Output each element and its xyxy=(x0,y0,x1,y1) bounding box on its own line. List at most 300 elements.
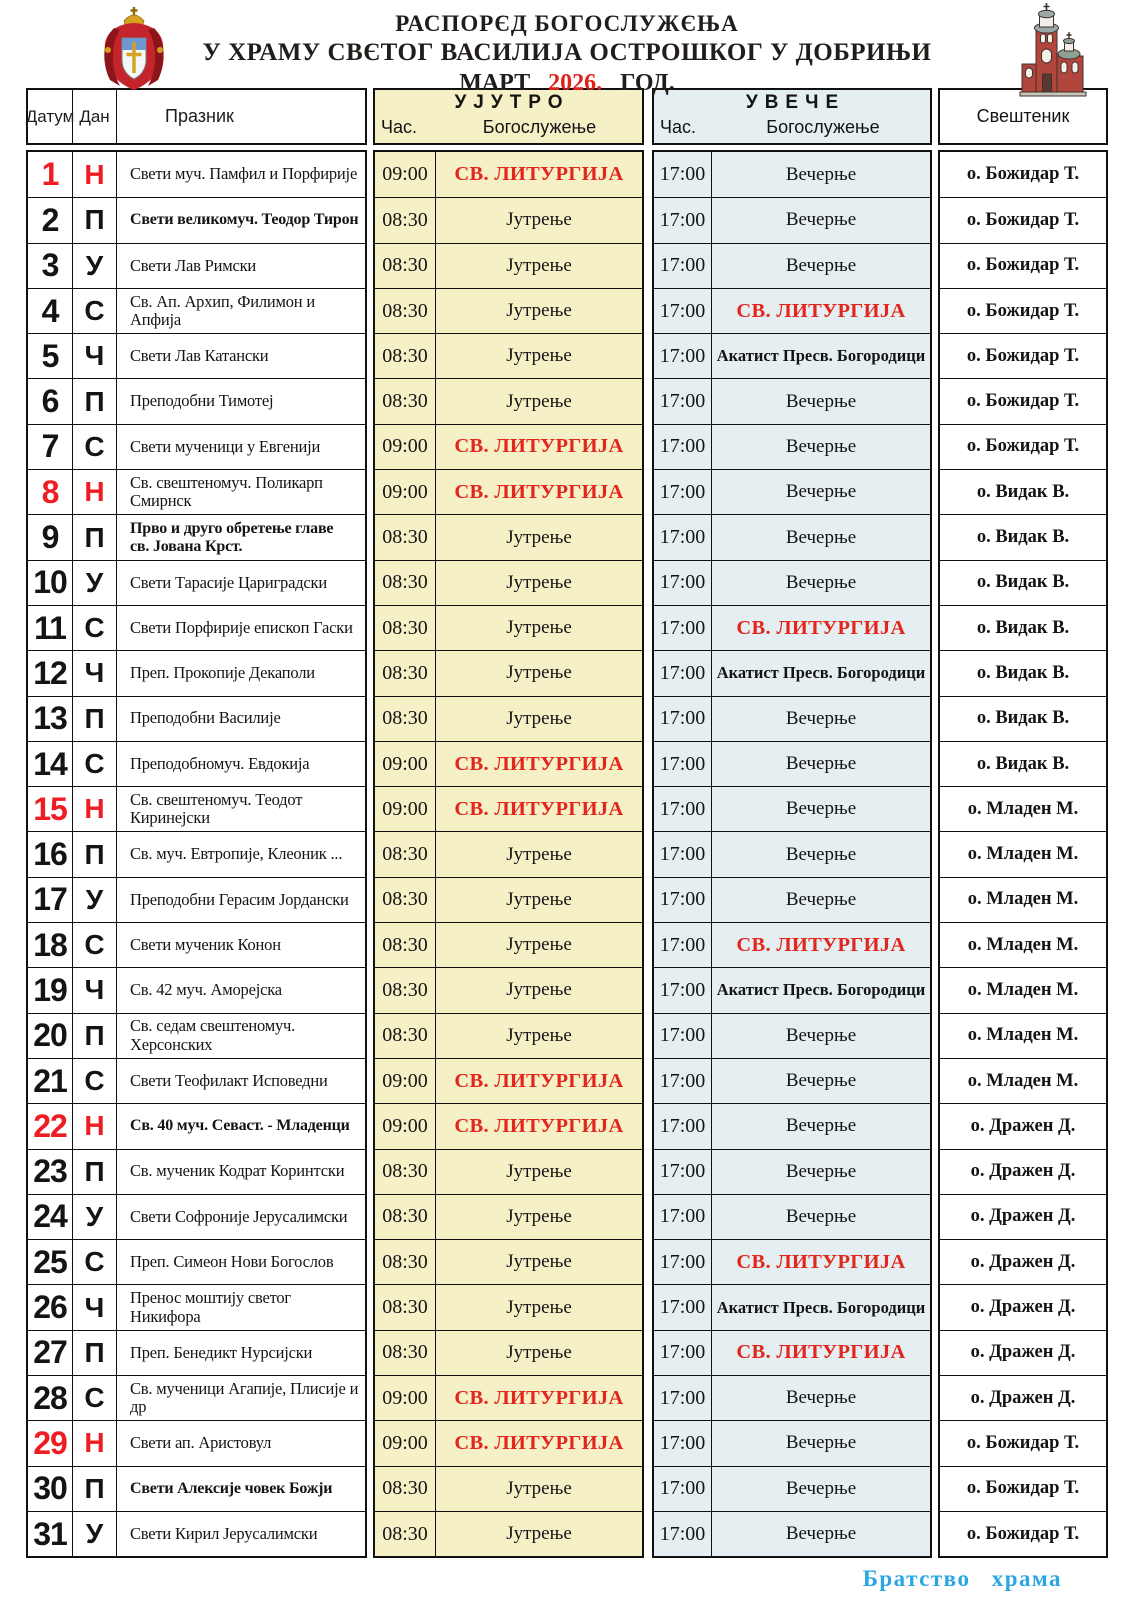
table-row xyxy=(28,1330,365,1375)
day-cell: П xyxy=(73,1331,117,1375)
morning-service-cell: Јутрење xyxy=(506,571,572,593)
table-row xyxy=(375,1466,642,1511)
feast-text: Св. 40 муч. Севаст. - Младенци xyxy=(130,1117,350,1135)
morning-time-cell: 08:30 xyxy=(375,1512,436,1556)
feast-cell xyxy=(117,1512,365,1556)
table-row xyxy=(940,333,1106,378)
date-cell: 16 xyxy=(28,832,73,876)
date-cell: 11 xyxy=(28,606,73,650)
date-cell: 25 xyxy=(28,1240,73,1284)
day-cell: Н xyxy=(73,787,117,831)
feast-cell xyxy=(117,606,365,650)
feast-text: Свети Лав Римски xyxy=(130,255,257,275)
morning-service-cell: Јутрење xyxy=(506,1024,572,1046)
feast-text: Свети мученици у Евгенији xyxy=(130,436,321,456)
date-cell: 19 xyxy=(28,968,73,1012)
evening-service-cell: Вечерње xyxy=(785,1523,857,1545)
morning-time-cell: 08:30 xyxy=(375,379,436,423)
evening-service-cell: Вечерње xyxy=(785,843,857,865)
table-row xyxy=(940,1330,1106,1375)
table-row xyxy=(940,1466,1106,1511)
col-header-dan: Дан xyxy=(73,90,117,143)
feast-text: Пренос моштију светог Никифора xyxy=(130,1288,291,1326)
feast-text: Преподобни Василије xyxy=(130,708,281,728)
table-row xyxy=(654,469,930,514)
feast-cell xyxy=(117,651,365,695)
evening-service-cell: Вечерње xyxy=(785,798,857,820)
date-cell: 9 xyxy=(28,515,73,559)
table-row xyxy=(28,696,365,741)
table-row xyxy=(28,469,365,514)
table-row xyxy=(654,1330,930,1375)
evening-time-cell: 17:00 xyxy=(654,697,712,741)
evening-service-cell: Вечерње xyxy=(785,1387,857,1409)
feast-cell xyxy=(117,787,365,831)
day-cell: П xyxy=(73,198,117,242)
table-row xyxy=(375,1420,642,1465)
morning-service-cell: СВ. ЛИТУРГИЈА xyxy=(454,1431,624,1454)
feast-text: Св. мученик Кодрат Коринтски xyxy=(130,1161,345,1181)
morning-service-cell: Јутрење xyxy=(506,888,572,910)
morning-service-cell: СВ. ЛИТУРГИЈА xyxy=(454,797,624,820)
date-cell: 17 xyxy=(28,878,73,922)
evening-service-cell: Вечерње xyxy=(785,1432,857,1454)
feast-cell xyxy=(117,1104,365,1148)
table-row xyxy=(940,967,1106,1012)
table-row xyxy=(654,877,930,922)
priest-cell: о. Младен М. xyxy=(967,934,1079,955)
table-row xyxy=(654,922,930,967)
morning-service-cell: Јутрење xyxy=(506,1251,572,1273)
table-row xyxy=(375,1284,642,1329)
evening-time-cell: 17:00 xyxy=(654,379,712,423)
priest-cell: о. Дражен Д. xyxy=(970,1387,1076,1408)
morning-service-cell: СВ. ЛИТУРГИЈА xyxy=(454,1114,624,1137)
evening-time-cell: 17:00 xyxy=(654,244,712,288)
table-row xyxy=(375,560,642,605)
day-cell: С xyxy=(73,1059,117,1103)
priest-cell: о. Видак В. xyxy=(976,527,1070,548)
priest-cell: о. Видак В. xyxy=(976,572,1070,593)
feast-cell xyxy=(117,923,365,967)
col-header-morning-time: Час. xyxy=(381,117,418,137)
table-row xyxy=(654,1013,930,1058)
year-label: 2026. xyxy=(548,70,603,96)
table-row xyxy=(940,831,1106,876)
church-illustration-icon xyxy=(1006,2,1098,105)
evening-service-cell: СВ. ЛИТУРГИЈА xyxy=(736,616,906,639)
feast-text: Св. муч. Евтропије, Клеоник ... xyxy=(130,844,343,864)
table-row xyxy=(654,333,930,378)
feast-cell xyxy=(117,515,365,559)
day-cell: С xyxy=(73,425,117,469)
table-row xyxy=(375,786,642,831)
table-row xyxy=(654,424,930,469)
table-row xyxy=(375,922,642,967)
morning-service-cell: СВ. ЛИТУРГИЈА xyxy=(454,1069,624,1092)
priest-cell: о. Дражен Д. xyxy=(970,1115,1076,1136)
evening-time-cell: 17:00 xyxy=(654,1014,712,1058)
table-row xyxy=(654,1149,930,1194)
table-row xyxy=(940,1511,1106,1556)
day-cell: П xyxy=(73,1467,117,1511)
table-row xyxy=(28,1284,365,1329)
table-row xyxy=(375,243,642,288)
morning-service-cell: СВ. ЛИТУРГИЈА xyxy=(454,163,624,186)
priest-cell: о. Божидар Т. xyxy=(966,300,1080,321)
table-row xyxy=(654,243,930,288)
feast-text: Свети Лав Катански xyxy=(130,346,269,366)
table-row xyxy=(375,1375,642,1420)
feast-text: Свети ап. Аристовул xyxy=(130,1433,272,1453)
feast-cell xyxy=(117,152,365,197)
table-row xyxy=(940,1239,1106,1284)
morning-service-cell: Јутрење xyxy=(506,209,572,231)
table-row xyxy=(28,1511,365,1556)
table-row xyxy=(375,1058,642,1103)
priest-cell: о. Божидар Т. xyxy=(966,1523,1080,1544)
priest-cell: о. Младен М. xyxy=(967,1025,1079,1046)
table-row xyxy=(28,152,365,197)
table-row xyxy=(654,1194,930,1239)
table-row xyxy=(28,378,365,423)
day-cell: Н xyxy=(73,1104,117,1148)
morning-service-cell: Јутрење xyxy=(506,526,572,548)
feast-text: Преп. Бенедикт Нурсијски xyxy=(130,1342,313,1362)
morning-time-cell: 09:00 xyxy=(375,425,436,469)
feast-text: Свети великомуч. Теодор Тирон xyxy=(130,211,359,229)
evening-service-cell: Вечерње xyxy=(785,888,857,910)
morning-time-cell: 08:30 xyxy=(375,334,436,378)
evening-time-cell: 17:00 xyxy=(654,923,712,967)
table-row xyxy=(28,333,365,378)
page-header xyxy=(0,0,1134,96)
day-cell: П xyxy=(73,1014,117,1058)
date-cell: 30 xyxy=(28,1467,73,1511)
priest-cell: о. Божидар Т. xyxy=(966,391,1080,412)
table-row xyxy=(375,1330,642,1375)
priest-cell: о. Младен М. xyxy=(967,889,1079,910)
table-row xyxy=(28,424,365,469)
col-header-datum: Датум xyxy=(28,90,73,143)
morning-service-cell: Јутрење xyxy=(506,254,572,276)
feast-text: Преподобни Тимотеј xyxy=(130,391,274,411)
morning-service-cell: Јутрење xyxy=(506,1205,572,1227)
priest-cell: о. Видак В. xyxy=(976,481,1070,502)
table-row xyxy=(28,877,365,922)
feast-text: Преподобни Герасим Јордански xyxy=(130,889,349,909)
table-row xyxy=(28,1375,365,1420)
feast-cell xyxy=(117,1059,365,1103)
priest-cell: о. Видак В. xyxy=(976,617,1070,638)
date-cell: 29 xyxy=(28,1421,73,1465)
evening-service-cell: Вечерње xyxy=(785,1160,857,1182)
schedule-table-body xyxy=(26,150,1134,1558)
table-row xyxy=(28,514,365,559)
date-cell: 15 xyxy=(28,787,73,831)
table-row xyxy=(654,1511,930,1556)
morning-time-cell: 09:00 xyxy=(375,787,436,831)
day-cell: У xyxy=(73,561,117,605)
date-cell: 7 xyxy=(28,425,73,469)
day-cell: С xyxy=(73,289,117,333)
footer xyxy=(0,1566,1134,1592)
feast-text: Свети Кирил Јерусалимски xyxy=(130,1523,318,1543)
feast-cell xyxy=(117,1376,365,1420)
table-row xyxy=(940,650,1106,695)
table-row xyxy=(654,197,930,242)
table-row xyxy=(940,560,1106,605)
morning-service-cell: СВ. ЛИТУРГИЈА xyxy=(454,435,624,458)
table-row xyxy=(28,967,365,1012)
evening-service-cell: СВ. ЛИТУРГИЈА xyxy=(736,299,906,322)
date-cell: 20 xyxy=(28,1014,73,1058)
morning-service-cell: Јутрење xyxy=(506,390,572,412)
priest-cell: о. Дражен Д. xyxy=(970,1251,1076,1272)
evening-time-cell: 17:00 xyxy=(654,742,712,786)
day-cell: С xyxy=(73,742,117,786)
feast-text: Свети Теофилакт Исповедни xyxy=(130,1070,328,1090)
feast-text: Преп. Прокопије Декаполи xyxy=(130,663,315,683)
feast-text: Св. свештеномуч. Поликарп Смирнск xyxy=(130,472,323,511)
table-row xyxy=(940,696,1106,741)
table-row xyxy=(28,1239,365,1284)
evening-service-cell: Акатист Пресв. Богородици xyxy=(716,980,926,1000)
table-row xyxy=(654,650,930,695)
date-cell: 23 xyxy=(28,1150,73,1194)
feast-text: Свети Порфирије епископ Гаски xyxy=(130,617,353,637)
day-cell: Ч xyxy=(73,1285,117,1329)
table-row xyxy=(28,605,365,650)
table-row xyxy=(654,741,930,786)
day-cell: С xyxy=(73,606,117,650)
evening-service-cell: Вечерње xyxy=(785,1477,857,1499)
morning-time-cell: 08:30 xyxy=(375,198,436,242)
feast-text: Св. Ап. Архип, Филимон и Апфија xyxy=(130,291,315,330)
day-cell: Ч xyxy=(73,651,117,695)
year-suffix-label: ГОД. xyxy=(620,70,675,96)
table-row xyxy=(28,560,365,605)
table-row xyxy=(28,243,365,288)
evening-time-cell: 17:00 xyxy=(654,1512,712,1556)
morning-time-cell: 08:30 xyxy=(375,1240,436,1284)
table-row xyxy=(375,424,642,469)
col-header-evening: УВЕЧЕ xyxy=(745,92,846,113)
date-cell: 21 xyxy=(28,1059,73,1103)
feast-text: Св. седам свештеномуч. Херсонских xyxy=(130,1016,296,1054)
col-header-evening-service: Богослужење xyxy=(766,117,880,137)
day-cell: П xyxy=(73,832,117,876)
morning-time-cell: 08:30 xyxy=(375,1331,436,1375)
feast-cell xyxy=(117,1467,365,1511)
col-header-morning-service: Богослужење xyxy=(482,117,597,137)
morning-time-cell: 08:30 xyxy=(375,1195,436,1239)
evening-time-cell: 17:00 xyxy=(654,289,712,333)
table-row xyxy=(940,1058,1106,1103)
evening-time-cell: 17:00 xyxy=(654,470,712,514)
evening-service-cell: Вечерње xyxy=(785,753,857,774)
table-row xyxy=(28,197,365,242)
day-cell: П xyxy=(73,1150,117,1194)
feast-cell xyxy=(117,425,365,469)
morning-time-cell: 08:30 xyxy=(375,923,436,967)
col-header-praznik: Празник xyxy=(165,106,234,126)
evening-time-cell: 17:00 xyxy=(654,334,712,378)
table-row xyxy=(654,605,930,650)
table-row xyxy=(940,243,1106,288)
table-row xyxy=(654,786,930,831)
table-row xyxy=(940,1103,1106,1148)
evening-service-cell: Вечерње xyxy=(785,1024,857,1046)
day-cell: С xyxy=(73,1376,117,1420)
evening-time-cell: 17:00 xyxy=(654,832,712,876)
priest-cell: о. Дражен Д. xyxy=(970,1206,1076,1227)
feast-cell xyxy=(117,1285,365,1329)
table-row xyxy=(654,1058,930,1103)
table-row xyxy=(940,378,1106,423)
evening-time-cell: 17:00 xyxy=(654,1421,712,1465)
table-row xyxy=(375,197,642,242)
morning-time-cell: 08:30 xyxy=(375,1150,436,1194)
evening-service-cell: Вечерње xyxy=(785,1115,857,1137)
day-cell: П xyxy=(73,379,117,423)
table-row xyxy=(654,1466,930,1511)
feast-text: Преподобномуч. Евдокија xyxy=(130,753,310,773)
feast-cell xyxy=(117,697,365,741)
table-row xyxy=(940,1284,1106,1329)
col-header-morning: УЈУТРО xyxy=(454,92,570,113)
day-cell: П xyxy=(73,697,117,741)
evening-service-cell: Вечерње xyxy=(785,390,857,412)
evening-time-cell: 17:00 xyxy=(654,152,712,197)
morning-service-cell: Јутрење xyxy=(506,934,572,956)
evening-service-cell: Вечерње xyxy=(785,1070,857,1092)
feast-text: Свети Софроније Јерусалимски xyxy=(130,1206,348,1226)
date-cell: 10 xyxy=(28,561,73,605)
morning-service-cell: Јутрење xyxy=(506,707,572,729)
table-row xyxy=(375,378,642,423)
morning-service-cell: Јутрење xyxy=(506,1523,572,1545)
morning-time-cell: 08:30 xyxy=(375,697,436,741)
feast-text: Свети мученик Конон xyxy=(130,934,281,954)
morning-time-cell: 08:30 xyxy=(375,515,436,559)
feast-cell xyxy=(117,561,365,605)
day-cell: У xyxy=(73,878,117,922)
date-cell: 8 xyxy=(28,470,73,514)
table-row xyxy=(375,1013,642,1058)
date-cell: 13 xyxy=(28,697,73,741)
table-row xyxy=(28,1149,365,1194)
table-row xyxy=(940,1013,1106,1058)
table-row xyxy=(940,424,1106,469)
evening-time-cell: 17:00 xyxy=(654,968,712,1012)
table-row xyxy=(375,1149,642,1194)
priest-column xyxy=(938,150,1108,1558)
table-row xyxy=(28,288,365,333)
evening-time-cell: 17:00 xyxy=(654,1285,712,1329)
table-row xyxy=(375,831,642,876)
feast-cell xyxy=(117,1195,365,1239)
morning-service-cell: СВ. ЛИТУРГИЈА xyxy=(454,1386,624,1409)
morning-service-cell: СВ. ЛИТУРГИЈА xyxy=(454,480,624,503)
page-title-line-2: У ХРАМУ СВЄТОГ ВАСИЛИЈА ОСТРОШКОГ У ДОБРИЊИ xyxy=(202,39,932,66)
brotherhood-credit: Братство храма xyxy=(862,1566,1062,1592)
priest-cell: о. Божидар Т. xyxy=(966,164,1080,185)
morning-time-cell: 08:30 xyxy=(375,561,436,605)
evening-time-cell: 17:00 xyxy=(654,1376,712,1420)
morning-column xyxy=(373,150,644,1558)
diocese-coat-of-arms-icon xyxy=(86,6,182,97)
table-row xyxy=(28,1194,365,1239)
date-cell: 27 xyxy=(28,1331,73,1375)
table-row xyxy=(940,922,1106,967)
evening-time-cell: 17:00 xyxy=(654,1331,712,1375)
feast-cell xyxy=(117,334,365,378)
morning-time-cell: 09:00 xyxy=(375,1059,436,1103)
table-row xyxy=(28,1420,365,1465)
evening-time-cell: 17:00 xyxy=(654,561,712,605)
table-row xyxy=(654,378,930,423)
feast-text: Св. свештеномуч. Теодот Киринејски xyxy=(130,789,303,828)
table-row xyxy=(940,786,1106,831)
feast-cell xyxy=(117,289,365,333)
evening-time-cell: 17:00 xyxy=(654,787,712,831)
date-cell: 3 xyxy=(28,244,73,288)
table-row xyxy=(654,967,930,1012)
table-row xyxy=(28,650,365,695)
date-cell: 4 xyxy=(28,289,73,333)
evening-time-cell: 17:00 xyxy=(654,651,712,695)
morning-time-cell: 08:30 xyxy=(375,651,436,695)
day-cell: Ч xyxy=(73,334,117,378)
table-row xyxy=(375,1511,642,1556)
table-row xyxy=(654,1103,930,1148)
table-row xyxy=(940,288,1106,333)
table-row xyxy=(375,333,642,378)
evening-time-cell: 17:00 xyxy=(654,1240,712,1284)
date-cell: 26 xyxy=(28,1285,73,1329)
morning-time-cell: 09:00 xyxy=(375,742,436,786)
day-cell: Н xyxy=(73,152,117,197)
morning-time-cell: 09:00 xyxy=(375,1104,436,1148)
feast-text: Св. мученици Агапије, Плисије и др xyxy=(130,1378,359,1417)
priest-cell: о. Младен М. xyxy=(967,979,1079,1000)
table-row xyxy=(28,1058,365,1103)
table-row xyxy=(654,1420,930,1465)
feast-cell xyxy=(117,1240,365,1284)
feast-text: Прво и друго обретење главе xyxy=(130,519,334,537)
col-header-priest: Свештеник xyxy=(976,106,1070,126)
evening-time-cell: 17:00 xyxy=(654,1195,712,1239)
morning-service-cell: Јутрење xyxy=(506,345,572,367)
evening-service-cell: СВ. ЛИТУРГИЈА xyxy=(736,933,906,956)
table-row xyxy=(375,650,642,695)
page-title-line-1: РАСПОРЄД БОГОСЛУЖЄЊА xyxy=(395,11,739,36)
priest-cell: о. Дражен Д. xyxy=(970,1161,1076,1182)
priest-cell: о. Дражен Д. xyxy=(970,1297,1076,1318)
morning-time-cell: 08:30 xyxy=(375,289,436,333)
day-cell: Н xyxy=(73,1421,117,1465)
priest-cell: о. Дражен Д. xyxy=(970,1342,1076,1363)
priest-cell: о. Младен М. xyxy=(967,1070,1079,1091)
priest-cell: о. Божидар Т. xyxy=(966,436,1080,457)
table-row xyxy=(940,605,1106,650)
table-row xyxy=(28,1013,365,1058)
table-row xyxy=(654,831,930,876)
morning-time-cell: 08:30 xyxy=(375,1467,436,1511)
evening-service-cell: Вечерње xyxy=(785,571,857,593)
evening-service-cell: Вечерње xyxy=(785,526,857,548)
